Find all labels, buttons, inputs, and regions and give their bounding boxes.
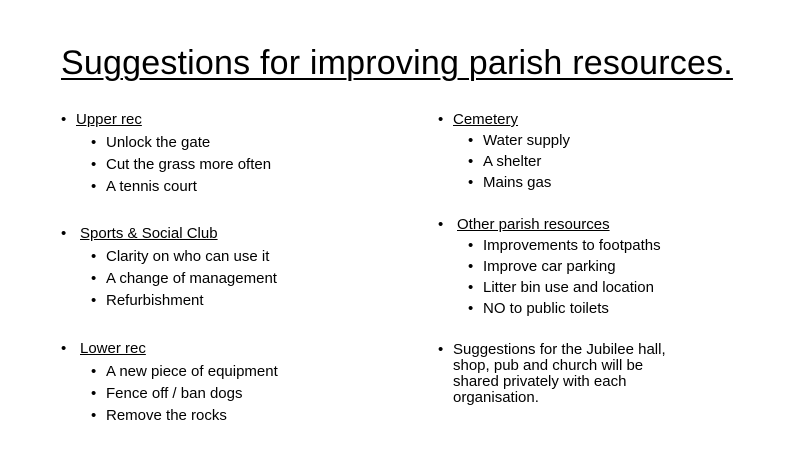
bullet-icon: • <box>91 385 97 402</box>
bullet-icon: • <box>468 174 474 191</box>
bullet-icon: • <box>438 216 444 233</box>
section-heading <box>438 215 610 235</box>
slide-title: Suggestions for improving parish resources. <box>61 44 733 82</box>
bullet-icon: • <box>468 237 474 254</box>
section-heading <box>438 110 519 130</box>
bullet-icon: • <box>61 340 67 357</box>
bullet-icon: • <box>91 134 97 151</box>
bullet-icon: • <box>468 258 474 275</box>
bullet-icon: • <box>438 341 444 358</box>
heading-upper-rec: Upper rec <box>76 111 142 128</box>
bullet-icon: • <box>91 363 97 380</box>
bullet-icon: • <box>91 270 97 287</box>
heading-lower-rec: Lower rec <box>80 340 146 357</box>
jubilee-note-text: Suggestions for the Jubilee hall, shop, pub and church will be shared privately with each organisation. <box>453 341 666 406</box>
bullet-icon: • <box>468 300 474 317</box>
bullet-icon: • <box>438 111 444 128</box>
bullet-icon: • <box>91 407 97 424</box>
bullet-icon: • <box>61 225 67 242</box>
section-heading <box>61 110 142 130</box>
section-upper-rec: • Upper rec • Unlock the gate • Cut the grass more often • A tennis court <box>61 110 91 198</box>
bullet-icon: • <box>91 178 97 195</box>
heading-sports-social-club: Sports & Social Club <box>80 225 218 242</box>
bullet-icon: • <box>91 156 97 173</box>
section-sports-social-club: • Sports & Social Club • Clarity on who can use it • A change of management • Refurbishment <box>61 224 91 312</box>
heading-other-parish-resources: Other parish resources <box>457 216 610 233</box>
bullet-icon: • <box>91 292 97 309</box>
bullet-icon: • <box>468 153 474 170</box>
bullet-icon: • <box>468 132 474 149</box>
bullet-icon: • <box>468 279 474 296</box>
section-lower-rec: • Lower rec • A new piece of equipment • Fence off / ban dogs • Remove the rocks <box>61 339 91 427</box>
section-cemetery: • Cemetery • Water supply • A shelter • Mains gas <box>438 111 570 191</box>
bullet-icon: • <box>91 248 97 265</box>
heading-cemetery: Cemetery <box>453 111 519 128</box>
bullet-icon: • <box>61 111 67 128</box>
section-other-parish-resources: • Other parish resources • Improvements to footpaths • Improve car parking • Litter bin use and location • NO to public toilets <box>438 216 661 317</box>
section-heading <box>61 224 218 244</box>
section-heading <box>61 339 146 359</box>
